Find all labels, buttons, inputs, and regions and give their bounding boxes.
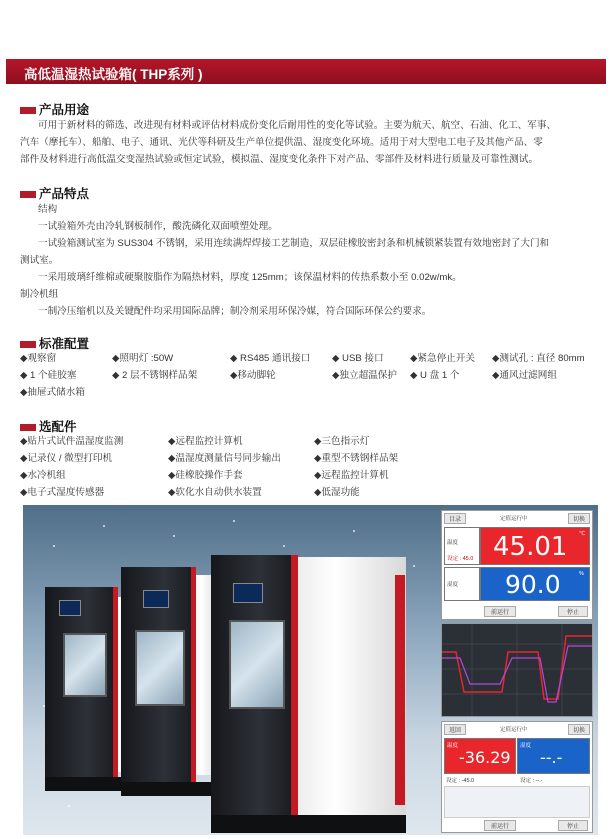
section-optional-heading: 选配件: [20, 417, 77, 435]
temp-value: -36.29: [459, 748, 511, 767]
section-standard-heading: 标准配置: [20, 334, 89, 352]
section-marker: [20, 341, 36, 348]
standard-item: ◆ 2 层不锈钢样品架: [112, 370, 198, 381]
humidity-label: 湿度: [447, 582, 459, 588]
optional-item: ◆三色指示灯: [314, 436, 370, 447]
section-marker: [20, 107, 36, 114]
controller-screen-bottom: [441, 721, 593, 833]
temp-value: 45.01: [493, 532, 568, 562]
controller-screen-top: [441, 510, 593, 620]
features-line-1: 结构: [38, 204, 58, 215]
optional-item: ◆电子式湿度传感器: [20, 487, 105, 498]
optional-item: ◆重型不锈钢样品架: [314, 453, 399, 464]
section-usage-heading: 产品用途: [20, 100, 89, 118]
switch-button[interactable]: 切换: [568, 724, 590, 735]
standard-item: ◆ 1 个硅胶塞: [20, 370, 77, 381]
switch-button[interactable]: 切换: [568, 513, 590, 524]
features-line-6: 制冷机组: [20, 289, 59, 300]
section-features-heading: 产品特点: [20, 184, 89, 202]
standard-item: ◆独立超温保护: [332, 370, 397, 381]
features-line-7: 一制冷压缩机以及关键配件均采用国际品牌；制冷剂采用环保冷媒，符合国际环保公约要求。: [38, 306, 432, 317]
temp-label: 温度: [447, 743, 459, 749]
humidity-setpoint: 设定 : --.-: [520, 778, 543, 784]
humidity-label: 湿度: [520, 743, 532, 749]
temp-label: 温度: [447, 540, 459, 546]
optional-item: ◆硅橡胶操作手套: [168, 470, 243, 481]
standard-item: ◆观察窗: [20, 353, 57, 364]
menu-button[interactable]: 目录: [444, 513, 466, 524]
optional-item: ◆记录仪 / 微型打印机: [20, 453, 113, 464]
trend-chart-svg: [442, 624, 592, 716]
trend-graph: [441, 623, 593, 717]
standard-item: ◆通风过滤网组: [492, 370, 557, 381]
standard-item: ◆ RS485 通讯接口: [230, 353, 311, 364]
optional-item: ◆远程监控计算机: [168, 436, 243, 447]
optional-item: ◆水冷机组: [20, 470, 66, 481]
standard-item: ◆照明灯 :50W: [112, 353, 174, 364]
features-line-3: 一试验箱测试室为 SUS304 不锈钢，采用连续满焊焊接工艺制造，双层硅橡胶密封条和机械锁紧装置有效地密封了大门和: [38, 238, 550, 249]
optional-item: ◆低湿功能: [314, 487, 360, 498]
temp-setpoint: 设定 : 45.0: [447, 556, 474, 562]
back-button[interactable]: 返回: [444, 724, 466, 735]
run-status: 定值运行中: [500, 516, 528, 522]
status-table: [444, 786, 590, 818]
usage-line-3: 部件及材料进行高低温交变湿热试验或恒定试验，模拟温、湿度变化条件下对产品、零部件及材料进行质量及可靠性测试。: [20, 154, 539, 165]
section-marker: [20, 191, 36, 198]
humidity-value: 90.0: [505, 570, 561, 599]
humidity-value: --.-: [540, 748, 563, 767]
standard-item: ◆移动脚轮: [230, 370, 276, 381]
run-button[interactable]: 前运行: [484, 820, 516, 831]
humidity-unit: %: [579, 571, 584, 577]
run-button[interactable]: 前运行: [484, 606, 516, 617]
features-line-5: 一采用玻璃纤维棉或硬聚胺脂作为隔热材料，厚度 125mm；该保温材料的传热系数小至 0.02w/mk。: [38, 272, 462, 283]
page-title: 高低温湿热试验箱( THP系列 ): [24, 67, 203, 82]
stop-button[interactable]: 停止: [558, 606, 588, 617]
usage-line-2: 汽车（摩托车）、船舶、电子、通讯、光伏等科研及生产单位提供温、湿度变化环境。适用于对大型电工电子及其他产品、零: [20, 137, 543, 148]
features-line-4: 测试室。: [20, 255, 59, 266]
title-bar: [6, 59, 606, 84]
standard-item: ◆抽屉式储水箱: [20, 387, 85, 398]
usage-line-1: 可用于新材料的筛选、改进现有材料或评估材料成份变化后耐用性的变化等试验。主要为航天、航空、石油、化工、军事、: [38, 120, 557, 131]
optional-item: ◆软化水自动供水装置: [168, 487, 262, 498]
optional-item: ◆远程监控计算机: [314, 470, 389, 481]
temp-setpoint: 设定 : -45.0: [446, 778, 475, 784]
standard-item: ◆ U 盘 1 个: [410, 370, 460, 381]
section-marker: [20, 424, 36, 431]
standard-item: ◆ USB 接口: [332, 353, 384, 364]
product-photo: [23, 505, 598, 835]
optional-item: ◆温湿度测量信号同步输出: [168, 453, 281, 464]
standard-item: ◆测试孔 : 直径 80mm: [492, 353, 585, 364]
features-line-2: 一试验箱外壳由冷轧钢板制作，酸洗磷化双面喷塑处理。: [38, 221, 278, 232]
stop-button[interactable]: 停止: [558, 820, 588, 831]
standard-item: ◆紧急停止开关: [410, 353, 475, 364]
optional-item: ◆贴片式试件温湿度监测: [20, 436, 124, 447]
run-status: 定值运行中: [500, 727, 528, 733]
temp-unit: ℃: [579, 531, 586, 537]
